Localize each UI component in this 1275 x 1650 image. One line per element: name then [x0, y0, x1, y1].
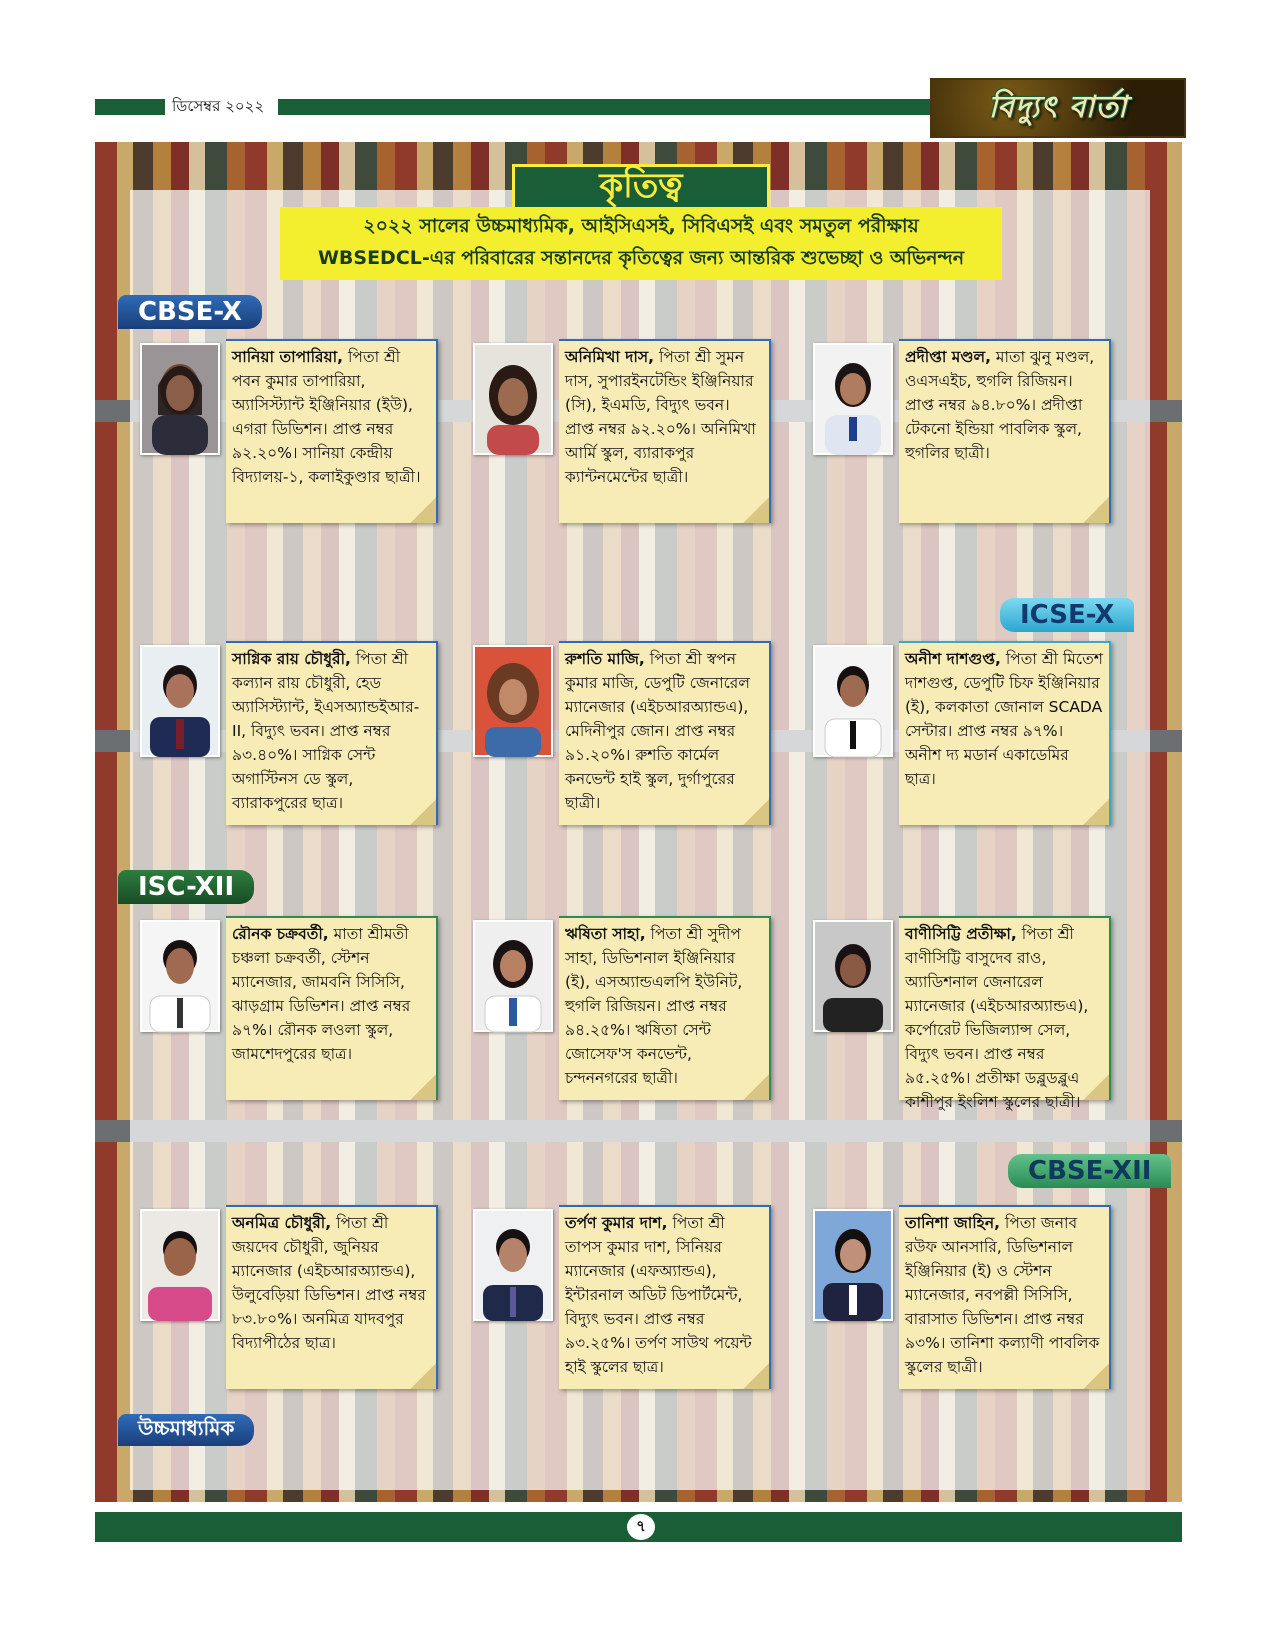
- achiever-details: মাতা শ্রীমতী চঞ্চলা চক্রবর্তী, স্টেশন ম্যানেজার, জামবনি সিসিসি, ঝাড়গ্রাম ডিভিশন। প্রাপ্ত নম্বর ৯৭%। রৌনক লওলা স্কুল, জামশেদপুরের ছাত্র।: [232, 925, 411, 1063]
- student-photo: [813, 1209, 893, 1321]
- student-photo: [140, 1209, 220, 1321]
- student-photo: [813, 645, 893, 757]
- banner-line-2: WBSEDCL-এর পরিবারের সন্তানদের কৃতিত্বের জন্য আন্তরিক শুভেচ্ছা ও অভিনন্দন: [317, 247, 965, 269]
- section-tag-icse-x: ICSE-X: [1000, 598, 1134, 632]
- achiever-card: [226, 916, 438, 1100]
- achiever-card: [559, 641, 771, 825]
- achiever-details: মাতা ঝুনু মণ্ডল, ওএসএইচ, হুগলি রিজিয়ন। প্রাপ্ত নম্বর ৯৪.৮০%। প্রদীপ্তা টেকনো ইন্ডিয়া পাবলিক স্কুল, হুগলির ছাত্রী।: [905, 348, 1095, 462]
- achiever-card: [559, 339, 771, 523]
- logo-text: বিদ্যুৎ বার্তা: [988, 89, 1128, 125]
- achiever-details: পিতা শ্রী বাণীসিট্টি বাসুদেব রাও, অ্যাডিশনাল জেনারেল ম্যানেজার (এইচআরঅ্যান্ডএ), কর্পোরেট ভিজিল্যান্স সেল, বিদ্যুৎ ভবন। প্রাপ্ত নম্বর ৯৫.২৫%। প্রতীক্ষা ডব্লুডব্লুএ কাশীপুর ইংলিশ স্কুলের ছাত্রী।: [905, 925, 1089, 1111]
- student-photo: [473, 645, 553, 757]
- achiever-name: তর্পণ কুমার দাশ,: [565, 1214, 668, 1232]
- achiever-name: ঋষিতা সাহা,: [565, 925, 646, 943]
- achiever-name: তানিশা জাহিন,: [905, 1214, 1000, 1232]
- student-photo: [473, 920, 553, 1032]
- achiever-name: অনমিত্র চৌধুরী,: [232, 1214, 332, 1232]
- achiever-card: [559, 916, 771, 1100]
- achiever-card: [899, 641, 1111, 825]
- header-bar-left: [95, 99, 165, 115]
- section-tag-higher-secondary: উচ্চমাধ্যমিক: [118, 1414, 254, 1446]
- magazine-logo: [930, 78, 1186, 138]
- achiever-name: বাণীসিট্টি প্রতীক্ষা,: [905, 925, 1017, 943]
- achiever-name: রুশতি মাজি,: [565, 650, 645, 668]
- achiever-name: অনিমিখা দাস,: [565, 348, 654, 366]
- achiever-details: পিতা শ্রী কল্যান রায় চৌধুরী, হেড অ্যাসিস্ট্যান্ট, ইএসঅ্যান্ডইআর-II, বিদ্যুৎ ভবন। প্রাপ্ত নম্বর ৯৩.৪০%। সাগ্নিক সেন্ট অগাস্টিনস ডে স্কুল, ব্যারাকপুরের ছাত্র।: [232, 650, 420, 812]
- achiever-details: পিতা শ্রী জয়দেব চৌধুরী, জুনিয়র ম্যানেজার (এইচআরঅ্যান্ডএ), উলুবেড়িয়া ডিভিশন। প্রাপ্ত নম্বর ৮৩.৮০%। অনমিত্র যাদবপুর বিদ্যাপীঠের ছাত্র।: [232, 1214, 426, 1352]
- congratulation-banner: [280, 207, 1002, 280]
- page-title-text: কৃতিত্ব: [599, 165, 683, 206]
- student-photo: [473, 1209, 553, 1321]
- achiever-details: পিতা শ্রী সুদীপ সাহা, ডিভিশনাল ইঞ্জিনিয়ার (ই), এসঅ্যান্ডএলপি ইউনিট, হুগলি রিজিয়ন। প্রাপ্ত নম্বর ৯৪.২৫%। ঋষিতা সেন্ট জোসেফ'স কনভেন্ট, চন্দননগরের ছাত্রী।: [565, 925, 743, 1087]
- student-photo: [140, 920, 220, 1032]
- achiever-details: পিতা জনাব রউফ আনসারি, ডিভিশনাল ইঞ্জিনিয়ার (ই) ও স্টেশন ম্যানেজার, নবপল্লী সিসিসি, বারাসাত ডিভিশন। প্রাপ্ত নম্বর ৯৩%। তানিশা কল্যাণী পাবলিক স্কুলের ছাত্রী।: [905, 1214, 1100, 1376]
- achiever-details: পিতা শ্রী মিতেশ দাশগুপ্ত, ডেপুটি চিফ ইঞ্জিনিয়ার (ই), কলকাতা জোনাল SCADA সেন্টার। প্রাপ্ত নম্বর ৯৭%। অনীশ দ্য মডার্ন একাডেমির ছাত্র।: [905, 650, 1103, 788]
- achiever-details: পিতা শ্রী পবন কুমার তাপারিয়া, অ্যাসিস্ট্যান্ট ইঞ্জিনিয়ার (ইউ), এগরা ডিভিশন। প্রাপ্ত নম্বর ৯২.২০%। সানিয়া কেন্দ্রীয় বিদ্যালয়-১, কলাইকুণ্ডার ছাত্রী।: [232, 348, 421, 486]
- achiever-card: [559, 1205, 771, 1389]
- page-number: ৭: [627, 1514, 655, 1540]
- header-bar-right: [278, 99, 930, 115]
- achiever-card: [899, 339, 1111, 523]
- achiever-card: [226, 641, 438, 825]
- achiever-name: অনীশ দাশগুপ্ত,: [905, 650, 1001, 668]
- section-tag-cbse-xii: CBSE-XII: [1008, 1154, 1171, 1188]
- achiever-details: পিতা শ্রী তাপস কুমার দাশ, সিনিয়র ম্যানেজার (এফঅ্যান্ডএ), ইন্টারনাল অডিট ডিপার্টমেন্ট, বিদ্যুৎ ভবন। প্রাপ্ত নম্বর ৯৩.২৫%। তর্পণ সাউথ পয়েন্ট হাই স্কুলের ছাত্র।: [565, 1214, 752, 1376]
- student-photo: [473, 343, 553, 455]
- achiever-card: [899, 916, 1111, 1111]
- achiever-name: প্রদীপ্তা মণ্ডল,: [905, 348, 991, 366]
- banner-line-1: ২০২২ সালের উচ্চমাধ্যমিক, আইসিএসই, সিবিএসই এবং সমতুল পরীক্ষায়: [363, 215, 919, 237]
- achiever-card: [226, 1205, 438, 1389]
- achiever-card: [226, 339, 438, 523]
- achiever-details: পিতা শ্রী সুমন দাস, সুপারইনটেন্ডিং ইঞ্জিনিয়ার (সি), ইএমডি, বিদ্যুৎ ভবন। প্রাপ্ত নম্বর ৯২.২০%। অনিমিখা আর্মি স্কুল, ব্যারাকপুর ক্যান্টনমেন্টের ছাত্রী।: [565, 348, 756, 486]
- student-photo: [140, 645, 220, 757]
- page-title: [512, 164, 770, 212]
- achiever-name: রৌনক চক্রবর্তী,: [232, 925, 329, 943]
- achiever-name: সানিয়া তাপারিয়া,: [232, 348, 344, 366]
- achiever-card: [899, 1205, 1111, 1389]
- achiever-details: পিতা শ্রী স্বপন কুমার মাজি, ডেপুটি জেনারেল ম্যানেজার (এইচআরঅ্যান্ডএ), মেদিনীপুর জোন। প্রাপ্ত নম্বর ৯১.২০%। রুশতি কার্মেল কনভেন্ট হাই স্কুল, দুর্গাপুরের ছাত্রী।: [565, 650, 750, 812]
- section-tag-cbse-x: CBSE-X: [118, 295, 262, 329]
- student-photo: [140, 343, 220, 455]
- student-photo: [813, 920, 893, 1032]
- student-photo: [813, 343, 893, 455]
- achiever-name: সাগ্নিক রায় চৌধুরী,: [232, 650, 351, 668]
- issue-date: ডিসেম্বর ২০২২: [172, 97, 265, 115]
- section-tag-isc-xii: ISC-XII: [118, 870, 254, 904]
